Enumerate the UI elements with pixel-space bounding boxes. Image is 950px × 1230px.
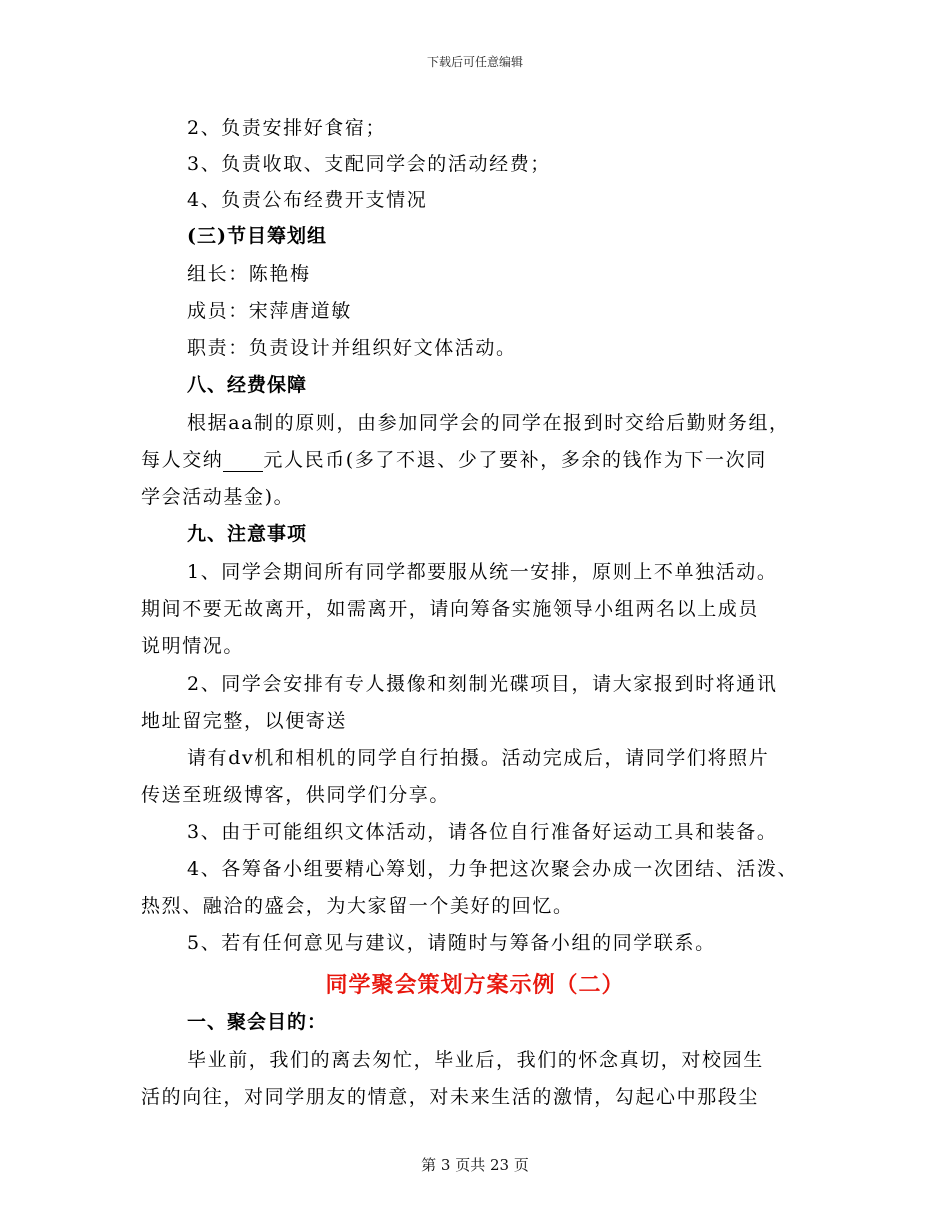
funding-para-line-1: 根据aa制的原则，由参加同学会的同学在报到时交给后勤财务组， <box>187 412 790 434</box>
purpose-para-line-1: 毕业前，我们的离去匆忙，毕业后，我们的怀念真切，对校园生 <box>187 1049 764 1071</box>
funding-text-a: 每人交纳 <box>141 449 224 471</box>
funding-para-line-3: 学会活动基金)。 <box>141 486 295 508</box>
duty-line-2: 2、负责安排好食宿； <box>187 117 387 139</box>
page-footer: 第 3 页共 23 页 <box>421 1156 529 1174</box>
group-duties: 职责：负责设计并组织好文体活动。 <box>187 337 517 359</box>
page-header: 下载后可任意编辑 <box>426 55 523 69</box>
purpose-para-line-2: 活的向往，对同学朋友的情意，对未来生活的激情，勾起心中那段尘 <box>141 1086 760 1108</box>
note-2-line-1: 2、同学会安排有专人摄像和刻制光碟项目，请大家报到时将通讯 <box>187 673 778 695</box>
funding-para-line-2 <box>141 448 767 472</box>
section-notes: 九、注意事项 <box>187 523 308 545</box>
section-program-group: (三)节目筹划组 <box>187 225 327 247</box>
amount-blank <box>223 453 263 472</box>
note-2-line-4: 传送至班级博客，供同学们分享。 <box>141 784 451 806</box>
group-leader: 组长：陈艳梅 <box>187 263 311 285</box>
section-funding: 八、经费保障 <box>187 374 308 396</box>
note-1-line-1: 1、同学会期间所有同学都要服从统一安排，原则上不单独活动。 <box>187 561 778 583</box>
duty-line-3: 3、负责收取、支配同学会的活动经费； <box>187 153 551 175</box>
note-5: 5、若有任何意见与建议，请随时与筹备小组的同学联系。 <box>187 932 716 954</box>
funding-text-b: 元人民币(多了不退、少了要补，多余的钱作为下一次同 <box>263 449 767 471</box>
group-members: 成员：宋萍唐道敏 <box>187 300 352 322</box>
duty-line-4: 4、负责公布经费开支情况 <box>187 189 428 211</box>
note-1-line-2: 期间不要无故离开，如需离开，请向筹备实施领导小组两名以上成员 <box>141 598 760 620</box>
note-4-line-2: 热烈、融洽的盛会，为大家留一个美好的回忆。 <box>141 895 574 917</box>
note-4-line-1: 4、各筹备小组要精心筹划，力争把这次聚会办成一次团结、活泼、 <box>187 858 799 880</box>
section-title: 同学聚会策划方案示例（二） <box>325 973 625 998</box>
note-3: 3、由于可能组织文体活动，请各位自行准备好运动工具和装备。 <box>187 821 778 843</box>
note-1-line-3: 说明情况。 <box>141 635 245 657</box>
section-purpose: 一、聚会目的： <box>187 1011 328 1033</box>
note-2-line-3: 请有dv机和相机的同学自行拍摄。活动完成后，请同学们将照片 <box>187 747 770 769</box>
note-2-line-2: 地址留完整，以便寄送 <box>141 710 348 732</box>
